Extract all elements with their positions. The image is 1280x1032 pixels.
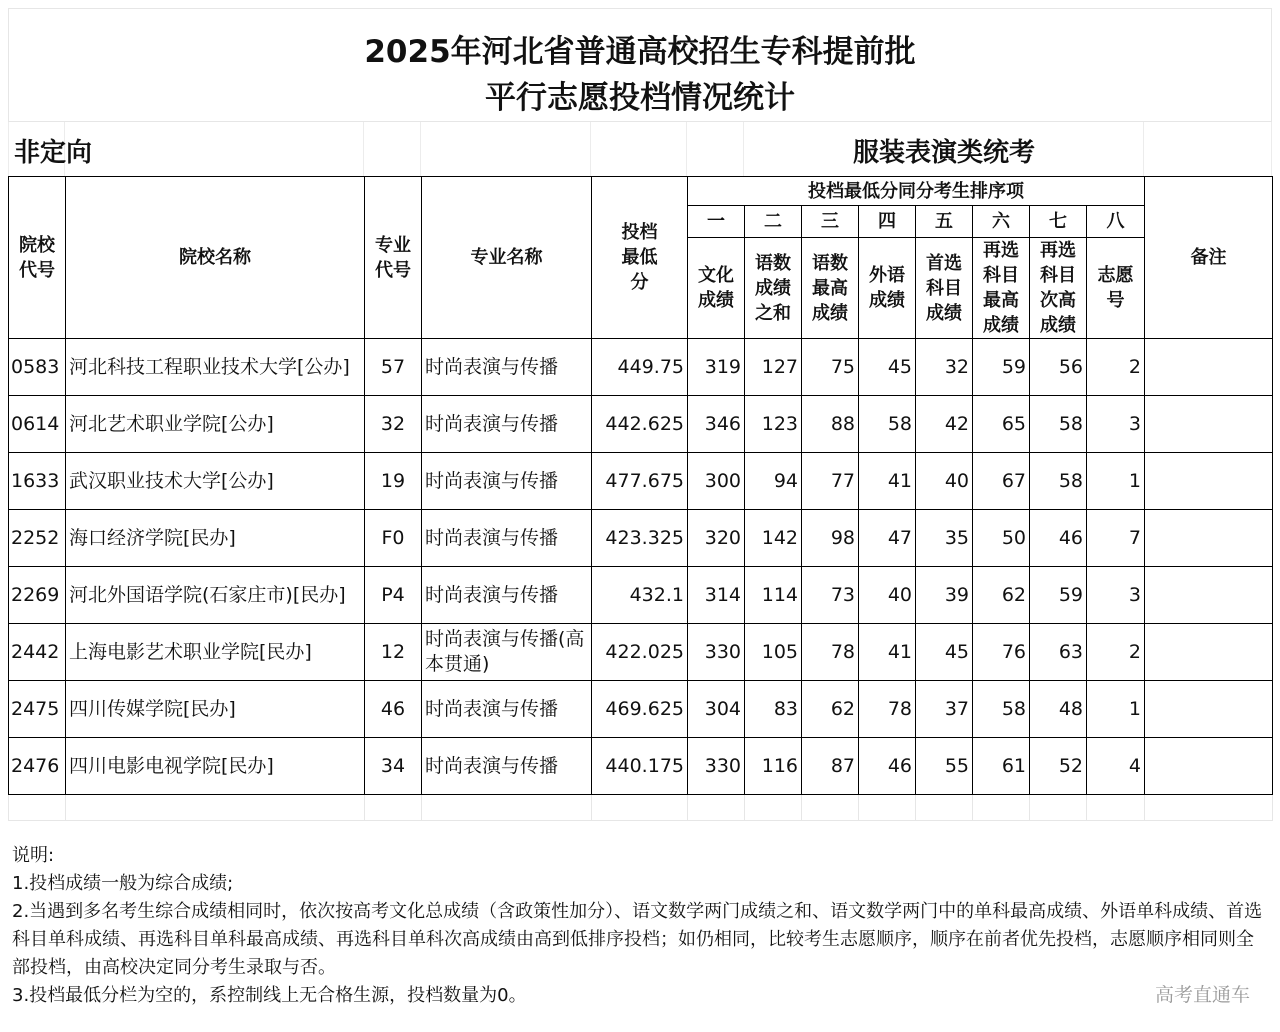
- cell-major-code: 46: [365, 681, 422, 738]
- cell-foreign-lang: 78: [859, 681, 916, 738]
- empty-cell: [422, 795, 592, 821]
- empty-cell: [802, 795, 859, 821]
- cell-wish-no: 4: [1087, 738, 1145, 795]
- cell-first-choice: 45: [916, 624, 973, 681]
- cell-second-next: 59: [1030, 567, 1087, 624]
- table-row: [9, 567, 1273, 624]
- cell-min-score: 432.1: [592, 567, 688, 624]
- header-order-5: 五: [916, 206, 973, 238]
- header-min-score: 投档最低分: [592, 177, 688, 339]
- cell-chn-math-sum: 94: [745, 453, 802, 510]
- table-row: [9, 339, 1273, 396]
- cell-second-max: 65: [973, 396, 1030, 453]
- cell-school-name: 四川传媒学院[民办]: [66, 681, 365, 738]
- document-title: [8, 8, 1272, 122]
- grid-cell: [65, 122, 364, 176]
- cell-major-code: F0: [365, 510, 422, 567]
- header-order-7: 七: [1030, 206, 1087, 238]
- cell-second-next: 48: [1030, 681, 1087, 738]
- cell-remark: [1145, 567, 1273, 624]
- cell-chn-math-sum: 105: [745, 624, 802, 681]
- note-2: 2.当遇到多名考生综合成绩相同时，依次按高考文化总成绩（含政策性加分）、语文数学两门成绩之和、语文数学两门中的单科最高成绩、外语单科成绩、首选科目单科成绩、再选科目单科最高成绩、再选科目单科次高成绩由高到低排序投档；如仍相同，比较考生志愿顺序，顺序在前者优先投档，志愿顺序相同则全部投档，由高校决定同分考生录取与否。: [12, 901, 1263, 978]
- header-sort-item-4: 外语成绩: [859, 238, 916, 339]
- header-sort-item-5: 首选科目成绩: [916, 238, 973, 339]
- cell-school-name: 武汉职业技术大学[公办]: [66, 453, 365, 510]
- empty-cell: [1145, 795, 1273, 821]
- header-school-name: 院校名称: [66, 177, 365, 339]
- cell-min-score: 449.75: [592, 339, 688, 396]
- title-line-1: 2025年河北省普通高校招生专科提前批: [364, 34, 916, 70]
- header-order-6: 六: [973, 206, 1030, 238]
- cell-major-code: 57: [365, 339, 422, 396]
- empty-cell: [592, 795, 688, 821]
- empty-cell: [66, 795, 365, 821]
- cell-culture-score: 330: [688, 624, 745, 681]
- cell-second-max: 59: [973, 339, 1030, 396]
- cell-chn-math-max: 98: [802, 510, 859, 567]
- cell-second-max: 62: [973, 567, 1030, 624]
- header-order-8: 八: [1087, 206, 1145, 238]
- cell-second-max: 61: [973, 738, 1030, 795]
- header-remark: 备注: [1145, 177, 1273, 339]
- cell-major-name: 时尚表演与传播: [422, 453, 592, 510]
- cell-culture-score: 300: [688, 453, 745, 510]
- cell-foreign-lang: 47: [859, 510, 916, 567]
- cell-major-code: 12: [365, 624, 422, 681]
- cell-school-name: 河北外国语学院(石家庄市)[民办]: [66, 567, 365, 624]
- cell-first-choice: 35: [916, 510, 973, 567]
- note-3: 3.投档最低分栏为空的，系控制线上无合格生源，投档数量为0。: [12, 985, 527, 1006]
- header-order-4: 四: [859, 206, 916, 238]
- section-label-right: 服装表演类统考: [852, 138, 1035, 168]
- header-school-code: 院校代号: [9, 177, 66, 339]
- header-order-3: 三: [802, 206, 859, 238]
- table-row: [9, 681, 1273, 738]
- cell-second-next: 58: [1030, 396, 1087, 453]
- cell-second-max: 67: [973, 453, 1030, 510]
- cell-major-name: 时尚表演与传播: [422, 681, 592, 738]
- cell-major-code: P4: [365, 567, 422, 624]
- table-row: [9, 624, 1273, 681]
- cell-school-code: 1633: [9, 453, 66, 510]
- cell-first-choice: 40: [916, 453, 973, 510]
- cell-foreign-lang: 45: [859, 339, 916, 396]
- cell-remark: [1145, 396, 1273, 453]
- cell-school-code: 2442: [9, 624, 66, 681]
- cell-school-code: 0614: [9, 396, 66, 453]
- cell-chn-math-max: 78: [802, 624, 859, 681]
- cell-school-code: 0583: [9, 339, 66, 396]
- table-row: [9, 738, 1273, 795]
- cell-remark: [1145, 624, 1273, 681]
- notes: [12, 842, 1268, 1010]
- header-sort-item-2: 语数成绩之和: [745, 238, 802, 339]
- cell-school-name: 海口经济学院[民办]: [66, 510, 365, 567]
- cell-chn-math-max: 87: [802, 738, 859, 795]
- cell-second-max: 50: [973, 510, 1030, 567]
- cell-min-score: 469.625: [592, 681, 688, 738]
- cell-remark: [1145, 738, 1273, 795]
- cell-chn-math-max: 77: [802, 453, 859, 510]
- header-sort-item-3: 语数最高成绩: [802, 238, 859, 339]
- empty-cell: [365, 795, 422, 821]
- cell-school-name: 河北科技工程职业技术大学[公办]: [66, 339, 365, 396]
- cell-first-choice: 37: [916, 681, 973, 738]
- cell-foreign-lang: 46: [859, 738, 916, 795]
- cell-major-name: 时尚表演与传播: [422, 738, 592, 795]
- cell-min-score: 442.625: [592, 396, 688, 453]
- empty-cell: [973, 795, 1030, 821]
- cell-second-max: 58: [973, 681, 1030, 738]
- empty-row: [9, 795, 1273, 821]
- header-order-2: 二: [745, 206, 802, 238]
- cell-culture-score: 330: [688, 738, 745, 795]
- cell-remark: [1145, 339, 1273, 396]
- grid-cell: [1144, 122, 1272, 176]
- cell-remark: [1145, 681, 1273, 738]
- table-row: [9, 396, 1273, 453]
- empty-cell: [745, 795, 802, 821]
- header-sort-group: 投档最低分同分考生排序项: [688, 177, 1145, 206]
- cell-second-next: 56: [1030, 339, 1087, 396]
- cell-first-choice: 55: [916, 738, 973, 795]
- cell-min-score: 440.175: [592, 738, 688, 795]
- empty-cell: [688, 795, 745, 821]
- cell-chn-math-sum: 123: [745, 396, 802, 453]
- cell-wish-no: 3: [1087, 396, 1145, 453]
- header-major-code: 专业代号: [365, 177, 422, 339]
- cell-major-code: 32: [365, 396, 422, 453]
- cell-wish-no: 2: [1087, 339, 1145, 396]
- cell-chn-math-sum: 114: [745, 567, 802, 624]
- cell-culture-score: 346: [688, 396, 745, 453]
- table-row: [9, 453, 1273, 510]
- cell-first-choice: 42: [916, 396, 973, 453]
- grid-cell: [364, 122, 421, 176]
- cell-chn-math-max: 88: [802, 396, 859, 453]
- watermark: 高考直通车: [1154, 984, 1250, 1006]
- cell-culture-score: 304: [688, 681, 745, 738]
- cell-wish-no: 2: [1087, 624, 1145, 681]
- cell-min-score: 477.675: [592, 453, 688, 510]
- cell-major-name: 时尚表演与传播: [422, 396, 592, 453]
- cell-wish-no: 1: [1087, 453, 1145, 510]
- cell-chn-math-max: 73: [802, 567, 859, 624]
- header-major-name: 专业名称: [422, 177, 592, 339]
- grid-cell: [687, 122, 744, 176]
- cell-foreign-lang: 41: [859, 453, 916, 510]
- cell-min-score: 422.025: [592, 624, 688, 681]
- note-1: 1.投档成绩一般为综合成绩;: [12, 873, 234, 894]
- admission-table: [8, 176, 1273, 821]
- cell-major-name: 时尚表演与传播: [422, 339, 592, 396]
- cell-second-max: 76: [973, 624, 1030, 681]
- note-heading: 说明:: [12, 845, 55, 866]
- cell-culture-score: 319: [688, 339, 745, 396]
- cell-second-next: 52: [1030, 738, 1087, 795]
- cell-second-next: 58: [1030, 453, 1087, 510]
- cell-school-name: 河北艺术职业学院[公办]: [66, 396, 365, 453]
- empty-cell: [1030, 795, 1087, 821]
- cell-wish-no: 1: [1087, 681, 1145, 738]
- section-label-left: 非定向: [14, 138, 93, 168]
- cell-min-score: 423.325: [592, 510, 688, 567]
- cell-second-next: 63: [1030, 624, 1087, 681]
- header-sort-item-1: 文化成绩: [688, 238, 745, 339]
- cell-major-code: 34: [365, 738, 422, 795]
- header-sort-item-6: 再选科目最高成绩: [973, 238, 1030, 339]
- cell-foreign-lang: 40: [859, 567, 916, 624]
- cell-major-name: 时尚表演与传播(高本贯通): [422, 624, 592, 681]
- cell-first-choice: 32: [916, 339, 973, 396]
- cell-first-choice: 39: [916, 567, 973, 624]
- empty-cell: [1087, 795, 1145, 821]
- cell-chn-math-sum: 116: [745, 738, 802, 795]
- cell-second-next: 46: [1030, 510, 1087, 567]
- header-sort-item-8: 志愿号: [1087, 238, 1145, 339]
- grid-cell: [421, 122, 591, 176]
- cell-school-code: 2252: [9, 510, 66, 567]
- cell-school-name: 四川电影电视学院[民办]: [66, 738, 365, 795]
- empty-cell: [859, 795, 916, 821]
- cell-major-name: 时尚表演与传播: [422, 567, 592, 624]
- cell-remark: [1145, 453, 1273, 510]
- grid-cell: [591, 122, 687, 176]
- cell-chn-math-sum: 83: [745, 681, 802, 738]
- cell-school-code: 2476: [9, 738, 66, 795]
- title-line-2: 平行志愿投档情况统计: [485, 80, 795, 116]
- table-row: [9, 510, 1273, 567]
- cell-chn-math-sum: 142: [745, 510, 802, 567]
- cell-chn-math-sum: 127: [745, 339, 802, 396]
- empty-cell: [9, 795, 66, 821]
- cell-foreign-lang: 58: [859, 396, 916, 453]
- cell-chn-math-max: 62: [802, 681, 859, 738]
- cell-wish-no: 3: [1087, 567, 1145, 624]
- cell-major-code: 19: [365, 453, 422, 510]
- cell-wish-no: 7: [1087, 510, 1145, 567]
- cell-foreign-lang: 41: [859, 624, 916, 681]
- cell-school-code: 2269: [9, 567, 66, 624]
- cell-culture-score: 314: [688, 567, 745, 624]
- cell-remark: [1145, 510, 1273, 567]
- empty-cell: [916, 795, 973, 821]
- cell-culture-score: 320: [688, 510, 745, 567]
- header-order-1: 一: [688, 206, 745, 238]
- cell-school-name: 上海电影艺术职业学院[民办]: [66, 624, 365, 681]
- cell-school-code: 2475: [9, 681, 66, 738]
- header-sort-item-7: 再选科目次高成绩: [1030, 238, 1087, 339]
- cell-chn-math-max: 75: [802, 339, 859, 396]
- cell-major-name: 时尚表演与传播: [422, 510, 592, 567]
